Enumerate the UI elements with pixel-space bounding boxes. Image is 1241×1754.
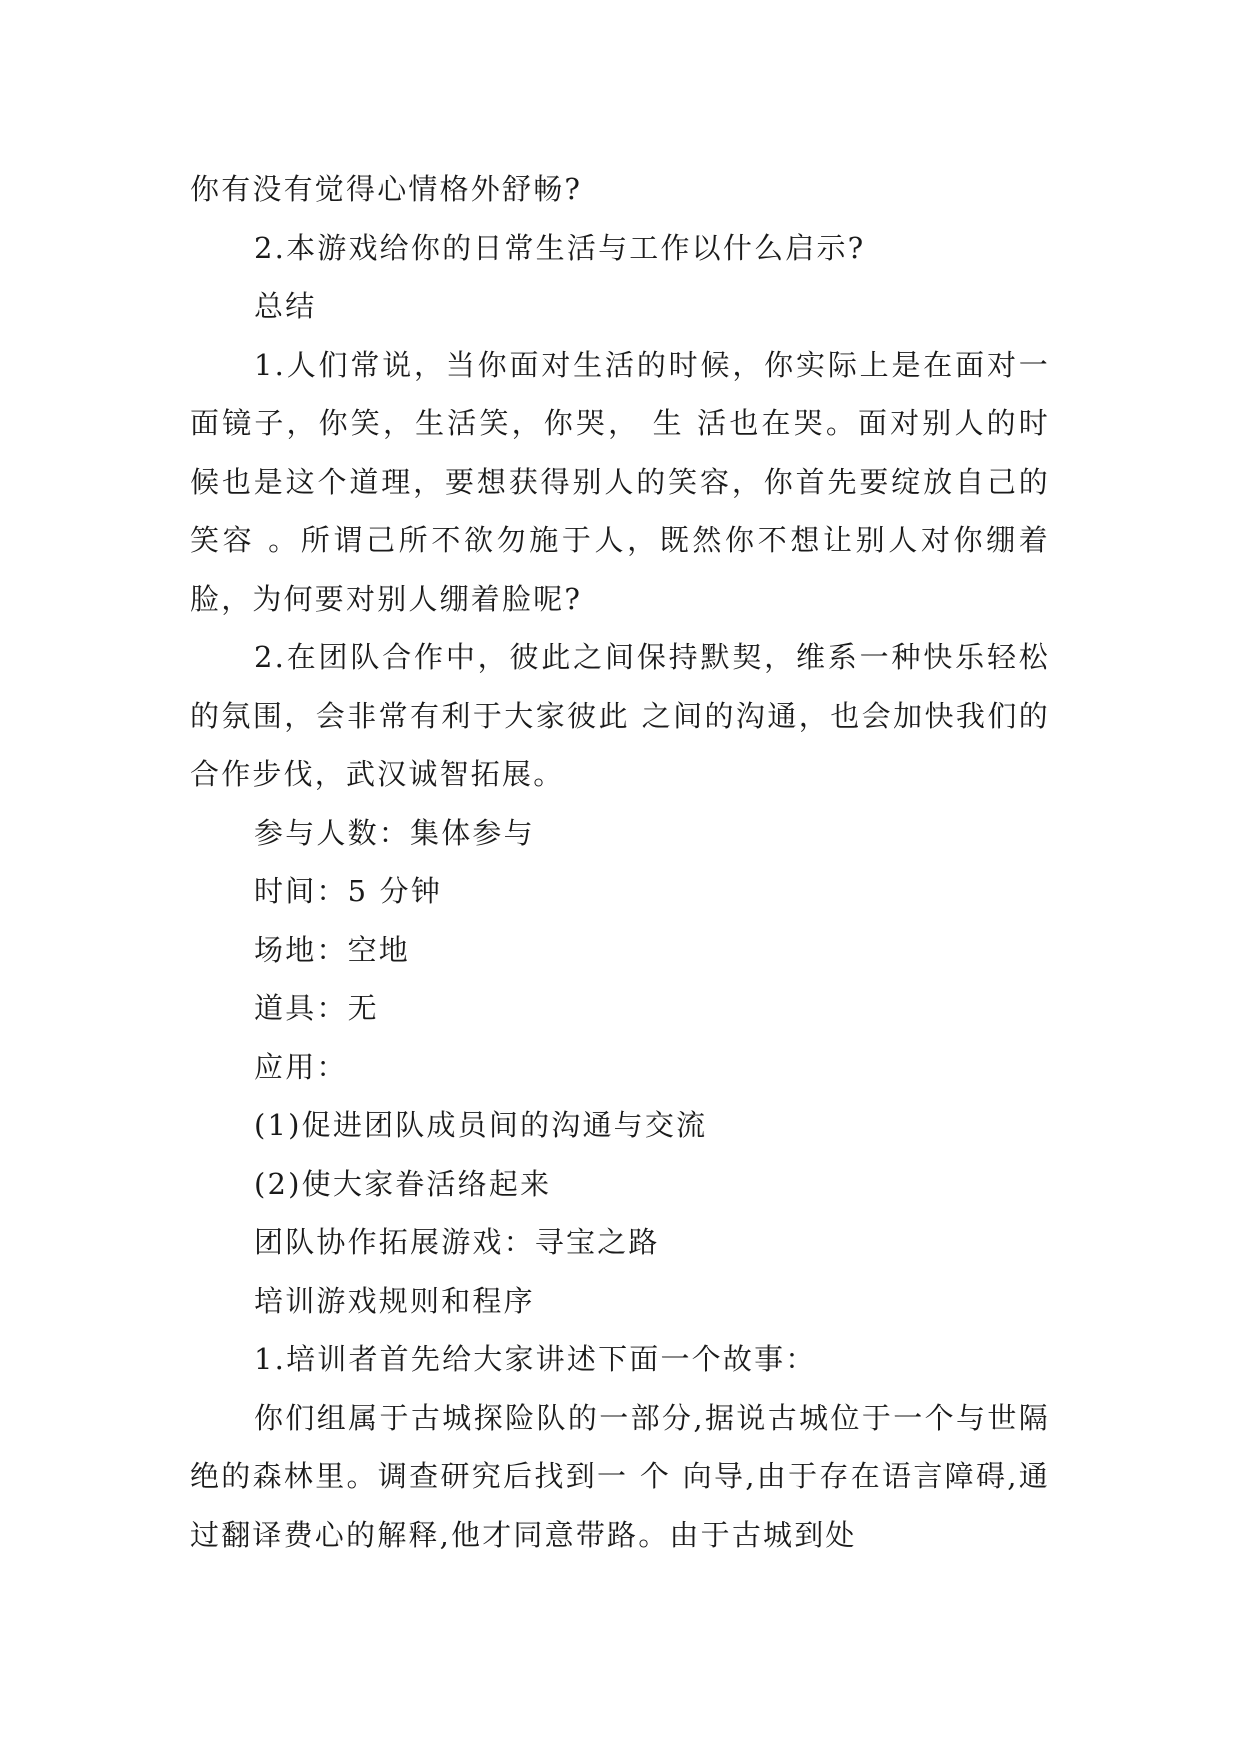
field-application: 应用：	[254, 1049, 348, 1084]
paragraph-summary-1: 1.人们常说，当你面对生活的时候，你实际上是在面对一面镜子，你笑，生活笑，你哭， 生 活也在哭。面对别人的时候也是这个道理，要想获得别人的笑容，你首先要绽放自己的笑容 。所谓己所不欲勿施于人，既然你不想让别人对你绷着脸，为何要对别人绷着脸呢?	[190, 347, 1050, 616]
application-item-2: (2)使大家眷活络起来	[254, 1166, 552, 1201]
application-item-1: (1)促进团队成员间的沟通与交流	[254, 1108, 708, 1142]
paragraph-summary-2: 2.在团队合作中，彼此之间保持默契，维系一种快乐轻松的氛围，会非常有利于大家彼此 之间的沟通，也会加快我们的合作步伐，武汉诚智拓展。	[190, 640, 1050, 791]
field-props: 道具：无	[254, 991, 379, 1025]
paragraph-question-2: 2.本游戏给你的日常生活与工作以什么启示?	[254, 230, 866, 265]
paragraph-story: 你们组属于古城探险队的一部分,据说古城位于一个与世隔绝的森林里。调查研究后找到一 个 向导,由于存在语言障碍,通过翻译费心的解释,他才同意带路。由于古城到处	[190, 1400, 1050, 1552]
document-body	[190, 160, 1050, 1564]
rules-step-1: 1.培训者首先给大家讲述下面一个故事：	[254, 1342, 817, 1376]
field-time: 时间：5 分钟	[254, 874, 443, 908]
rules-heading: 培训游戏规则和程序	[254, 1283, 535, 1318]
game-title: 团队协作拓展游戏：寻宝之路	[254, 1225, 660, 1259]
field-participants: 参与人数：集体参与	[254, 815, 535, 850]
paragraph-question-continuation: 你有没有觉得心情格外舒畅?	[190, 172, 583, 206]
section-heading-summary: 总结	[254, 289, 317, 323]
field-venue: 场地：空地	[254, 932, 411, 967]
